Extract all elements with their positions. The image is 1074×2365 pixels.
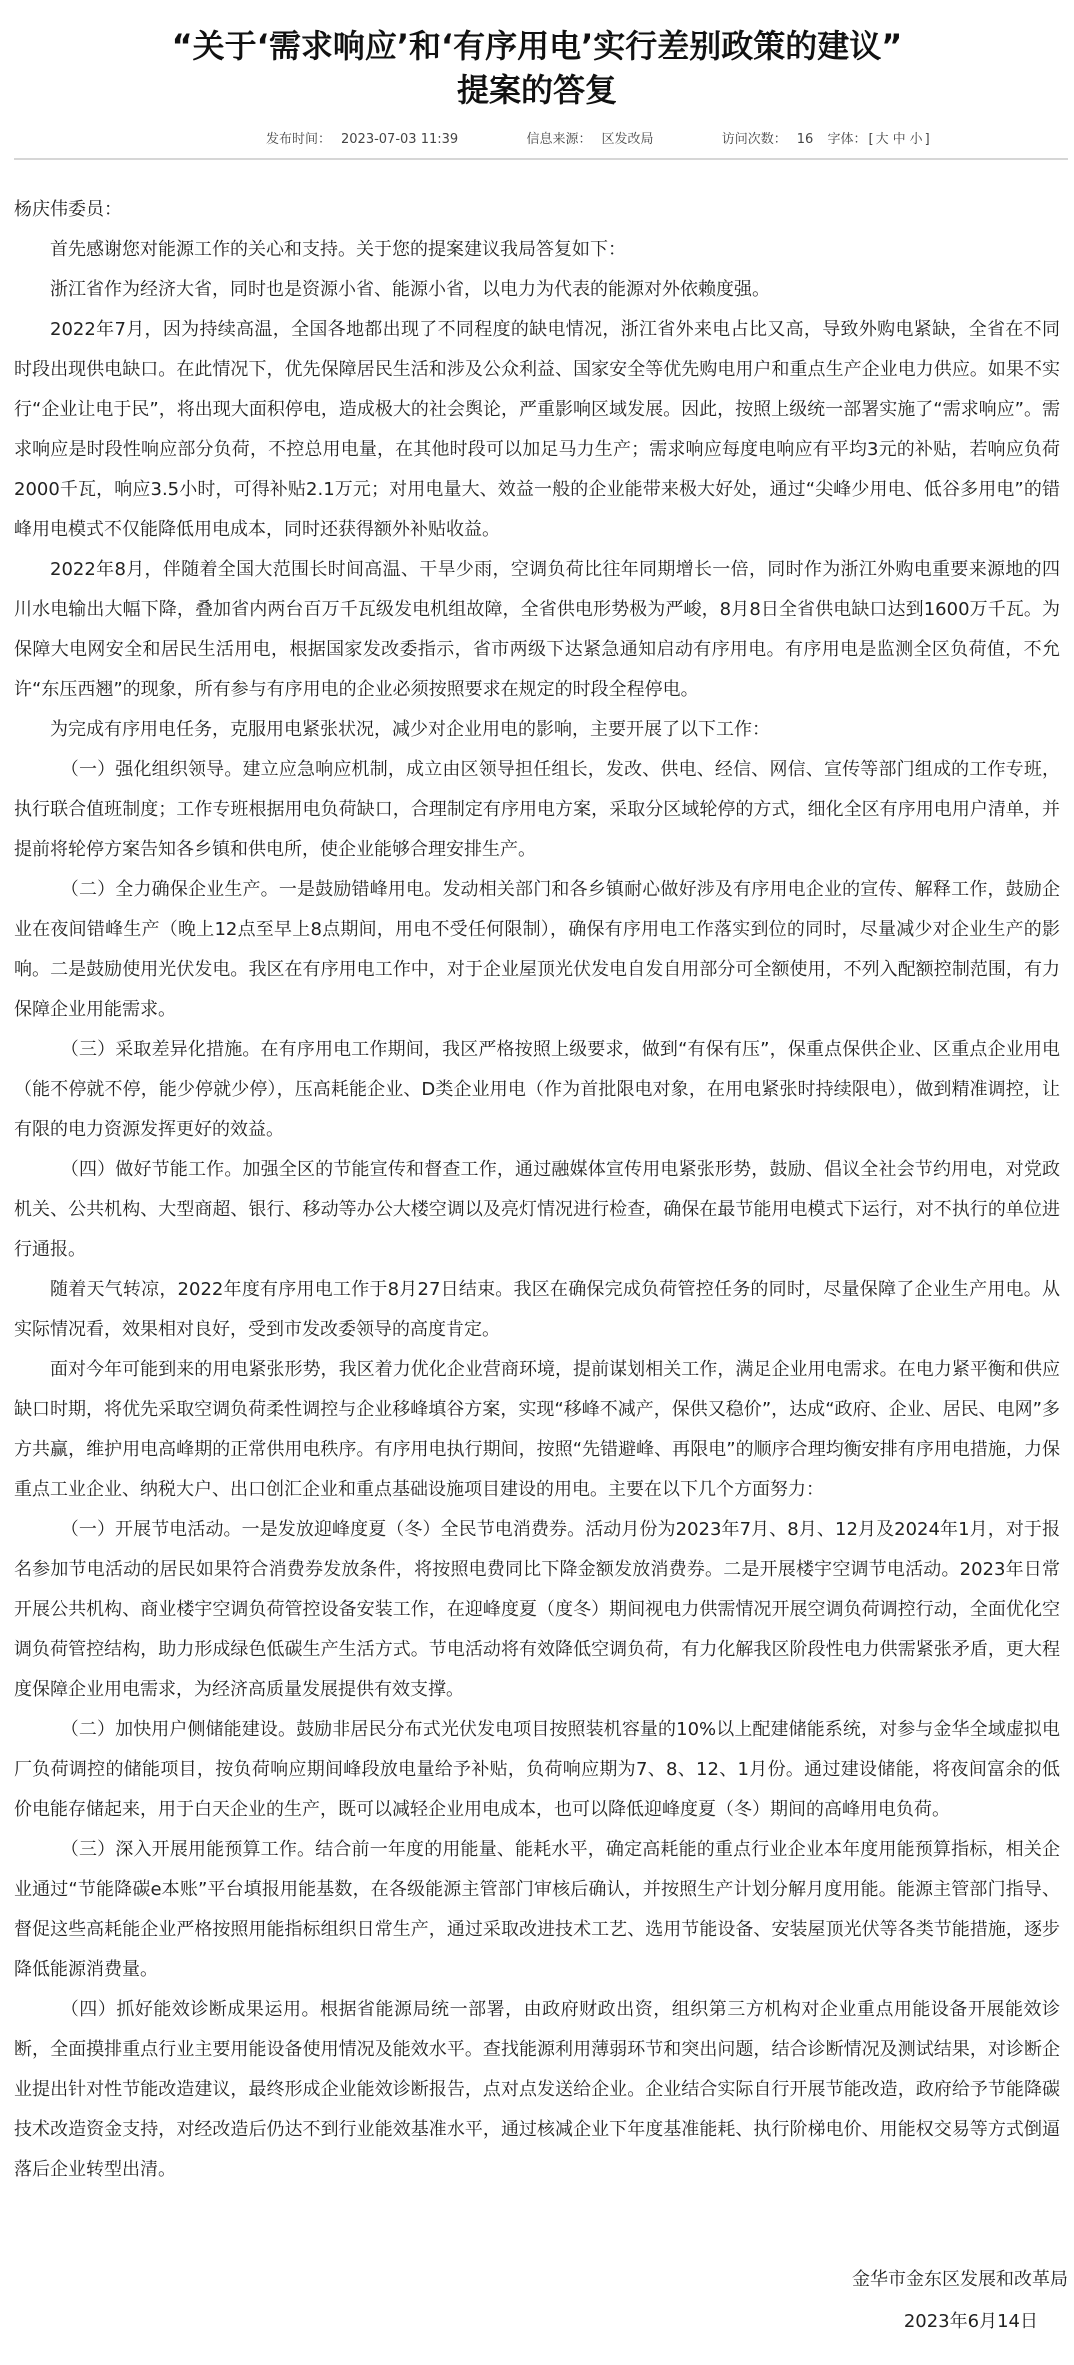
paragraph: 首先感谢您对能源工作的关心和支持。关于您的提案建议我局答复如下： [50,239,626,260]
paragraph: 浙江省作为经济大省，同时也是资源小省、能源小省，以电力为代表的能源对外依赖度强。 [50,279,770,300]
paragraph-item: （二）全力确保企业生产。一是鼓励错峰用电。发动相关部门和各乡镇耐心做好涉及有序用电企业的宣传、解释工作，鼓励企业在夜间错峰生产（晚上12点至早上8点期间，用电不受任何限制），确保有序用电工作落实到位的同时，尽量减少对企业生产的影响。二是鼓励使用光伏发电。我区在有序用电工作中，对于企业屋顶光伏发电自发自用部分可全额使用，不列入配额控制范围，有力保障企业用能需求。 [14,879,1060,1020]
signature-date: 2023年6月14日 [903,2311,1038,2332]
article-body [14,190,1060,2190]
visits-label: 访问次数： [721,132,787,147]
title-line-2: 提案的答复 [456,71,617,109]
font-size-small-button[interactable]: 小 [909,132,923,147]
paragraph: 为完成有序用电任务，克服用电紧张状况，减少对企业用电的影响，主要开展了以下工作： [50,719,770,740]
paragraph: 随着天气转凉，2022年度有序用电工作于8月27日结束。我区在确保完成负荷管控任务的同时，尽量保障了企业生产用电。从实际情况看，效果相对良好，受到市发改委领导的高度肯定。 [14,1279,1060,1340]
paragraph: 面对今年可能到来的用电紧张形势，我区着力优化企业营商环境，提前谋划相关工作，满足企业用电需求。在电力紧平衡和供应缺口时期，将优先采取空调负荷柔性调控与企业移峰填谷方案，实现“移峰不减产，保供又稳价”，达成“政府、企业、居民、电网”多方共赢，维护用电高峰期的正常供用电秩序。有序用电执行期间，按照“先错避峰、再限电”的顺序合理均衡安排有序用电措施，力保重点工业企业、纳税大户、出口创汇企业和重点基础设施项目建设的用电。主要在以下几个方面努力： [14,1359,1060,1500]
font-size-medium-button[interactable]: 中 [892,132,906,147]
paragraph: 2022年7月，因为持续高温，全国各地都出现了不同程度的缺电情况，浙江省外来电占比又高，导致外购电紧缺，全省在不同时段出现供电缺口。在此情况下，优先保障居民生活和涉及公众利益、国家安全等优先购电用户和重点生产企业电力供应。如果不实行“企业让电于民”，将出现大面积停电，造成极大的社会舆论，严重影响区域发展。因此，按照上级统一部署实施了“需求响应”。需求响应是时段性响应部分负荷，不控总用电量，在其他时段可以加足马力生产；需求响应每度电响应有平均3元的补贴，若响应负荷2000千瓦，响应3.5小时，可得补贴2.1万元；对用电量大、效益一般的企业能带来极大好处，通过“尖峰少用电、低谷多用电”的错峰用电模式不仅能降低用电成本，同时还获得额外补贴收益。 [14,319,1060,540]
source-label: 信息来源： [526,132,592,147]
source-value: 区发改局 [601,132,654,147]
title-line-1: “关于‘需求响应’和‘有序用电’实行差别政策的建议” [171,27,903,65]
article-meta [266,128,940,147]
font-size-large-button[interactable]: 大 [875,132,889,147]
publish-time: 2023-07-03 11:39 [341,132,459,147]
header-divider [14,158,1068,160]
paragraph-item: （二）加快用户侧储能建设。鼓励非居民分布式光伏发电项目按照装机容量的10%以上配建储能系统，对参与金华全域虚拟电厂负荷调控的储能项目，按负荷响应期间峰段放电量给予补贴，负荷响应期为7、8、12、1月份。通过建设储能，将夜间富余的低价电能存储起来，用于白天企业的生产，既可以减轻企业用电成本，也可以降低迎峰度夏（冬）期间的高峰用电负荷。 [14,1719,1060,1820]
font-bracket-open: [ [868,132,874,147]
paragraph-item: （三）深入开展用能预算工作。结合前一年度的用能量、能耗水平，确定高耗能的重点行业企业本年度用能预算指标，相关企业通过“节能降碳e本账”平台填报用能基数，在各级能源主管部门审核后确认，并按照生产计划分解月度用能。能源主管部门指导、督促这些高耗能企业严格按照用能指标组织日常生产，通过采取改进技术工艺、选用节能设备、安装屋顶光伏等各类节能措施，逐步降低能源消费量。 [14,1839,1060,1980]
font-bracket-close: ] [924,132,930,147]
paragraph-item: （四）做好节能工作。加强全区的节能宣传和督查工作，通过融媒体宣传用电紧张形势，鼓励、倡议全社会节约用电，对党政机关、公共机构、大型商超、银行、移动等办公大楼空调以及亮灯情况进行检查，确保在最节能用电模式下运行，对不执行的单位进行通报。 [14,1159,1060,1260]
salutation: 杨庆伟委员： [14,199,122,220]
publish-label: 发布时间： [266,132,332,147]
signature-organization: 金华市金东区发展和改革局 [852,2269,1068,2290]
paragraph-item: （四）抓好能效诊断成果运用。根据省能源局统一部署，由政府财政出资，组织第三方机构对企业重点用能设备开展能效诊断，全面摸排重点行业主要用能设备使用情况及能效水平。查找能源利用薄弱环节和突出问题，结合诊断情况及测试结果，对诊断企业提出针对性节能改造建议，最终形成企业能效诊断报告，点对点发送给企业。企业结合实际自行开展节能改造，政府给予节能降碳技术改造资金支持，对经改造后仍达不到行业能效基准水平，通过核减企业下年度基准能耗、执行阶梯电价、用能权交易等方式倒逼落后企业转型出清。 [14,1999,1060,2180]
page-title [0,0,1074,112]
font-size-label: 字体： [827,132,867,147]
paragraph: 2022年8月，伴随着全国大范围长时间高温、干旱少雨，空调负荷比往年同期增长一倍，同时作为浙江外购电重要来源地的四川水电输出大幅下降，叠加省内两台百万千瓦级发电机组故障，全省供电形势极为严峻，8月8日全省供电缺口达到1600万千瓦。为保障大电网安全和居民生活用电，根据国家发改委指示，省市两级下达紧急通知启动有序用电。有序用电是监测全区负荷值，不允许“东压西翘”的现象，所有参与有序用电的企业必须按照要求在规定的时段全程停电。 [14,559,1060,700]
paragraph-item: （三）采取差异化措施。在有序用电工作期间，我区严格按照上级要求，做到“有保有压”，保重点保供企业、区重点企业用电（能不停就不停，能少停就少停），压高耗能企业、D类企业用电（作为首批限电对象，在用电紧张时持续限电），做到精准调控，让有限的电力资源发挥更好的效益。 [14,1039,1060,1140]
paragraph-item: （一）强化组织领导。建立应急响应机制，成立由区领导担任组长，发改、供电、经信、网信、宣传等部门组成的工作专班，执行联合值班制度；工作专班根据用电负荷缺口，合理制定有序用电方案，采取分区域轮停的方式，细化全区有序用电用户清单，并提前将轮停方案告知各乡镇和供电所，使企业能够合理安排生产。 [14,759,1060,860]
paragraph-item: （一）开展节电活动。一是发放迎峰度夏（冬）全民节电消费券。活动月份为2023年7月、8月、12月及2024年1月，对于报名参加节电活动的居民如果符合消费券发放条件，将按照电费同比下降金额发放消费券。二是开展楼宇空调节电活动。2023年日常开展公共机构、商业楼宇空调负荷管控设备安装工作，在迎峰度夏（度冬）期间视电力供需情况开展空调负荷调控行动，全面优化空调负荷管控结构，助力形成绿色低碳生产生活方式。节电活动将有效降低空调负荷，有力化解我区阶段性电力供需紧张矛盾，更大程度保障企业用电需求，为经济高质量发展提供有效支撑。 [14,1519,1060,1700]
visits-count: 16 [796,132,814,147]
